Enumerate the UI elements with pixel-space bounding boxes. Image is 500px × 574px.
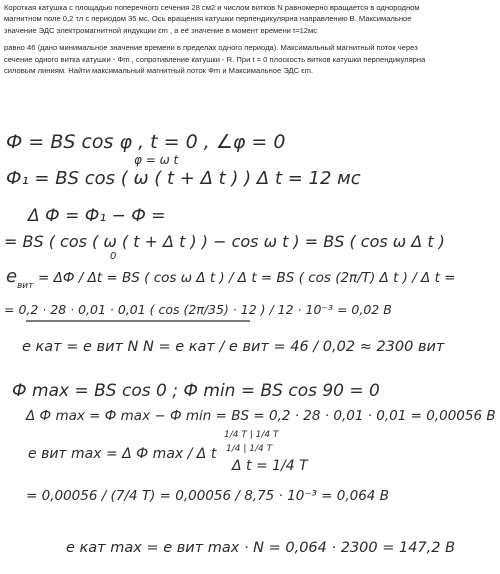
solution-line-emf-value: = 0,2 · 28 · 0,01 · 0,01 ( cos (2π/35) · 12 ) / 12 · 10⁻³ = 0,02 B <box>4 302 392 317</box>
solution-line-emf-formula: = ΔФ / Δt = BS ( cos ω Δ t ) / Δ t = BS ( cos (2π/T) Δ t ) / Δ t = <box>38 270 456 286</box>
solution-line-period-note-2: 1/4 | 1/4 T <box>226 444 273 454</box>
solution-line-delta-flux: Δ Ф = Ф₁ − Ф = <box>28 206 166 226</box>
solution-line-emf-symbol: e <box>6 266 18 287</box>
solution-line-expansion: = BS ( cos ( ω ( t + Δ t ) ) − cos ω t ) = BS ( cos ω Δ t ) <box>4 232 445 251</box>
solution-line-turns: e кат = e вит N N = e кат / e вит = 46 / 0,02 ≈ 2300 вит <box>22 339 445 355</box>
solution-line-zero-note: 0 <box>110 251 117 262</box>
handwritten-solution <box>0 118 500 574</box>
solution-line-flux: Ф = BS cos φ , t = 0 , ∠φ = 0 <box>6 131 286 153</box>
problem-paragraph-1: Короткая катушка с площадью поперечного сечения 28 см2 и числом витков N равномерно вращается в однородном магнитном поле 0,2 тл с периодом 35 мс. Ось вращения катушки перпендикулярна направлению В. Максимальное значение ЭДС электромагнитной индукции εm , а её значение в момент времени t=12мс <box>4 3 420 35</box>
solution-line-emf-subscript: вит <box>17 281 34 291</box>
solution-line-delta-t: Δ t = 1/4 T <box>232 458 308 474</box>
solution-line-coil-emf-max: e кат max = e вит max · N = 0,064 · 2300 = 147,2 B <box>66 540 456 556</box>
solution-line-period-note-1: 1/4 T | 1/4 T <box>224 430 279 440</box>
problem-paragraph-2: равно 46 (дано минимальное значение времени в пределах одного периода). Максимальный магнитный поток через сечение одного витка катушки - Фm , сопротивление катушки - R. При t = 0 плоскость витков катушки перпендикулярна силовым линиям. Найти максимальный магнитный поток Фm и Максимальное ЭДС εm. <box>4 43 426 76</box>
solution-line-emf-max-formula: e вит max = Δ Ф max / Δ t <box>28 446 217 462</box>
solution-line-flux-extremes: Ф max = BS cos 0 ; Ф min = BS cos 90 = 0 <box>12 381 380 401</box>
solution-line-phase: φ = ω t <box>134 153 179 167</box>
solution-line-emf-max-value: = 0,00056 / (7/4 T) = 0,00056 / 8,75 · 10⁻³ = 0,064 B <box>26 488 389 504</box>
problem-statement <box>4 2 444 82</box>
solution-line-max-flux-change: Δ Ф max = Ф max − Ф min = BS = 0,2 · 28 · 0,01 · 0,01 = 0,00056 B <box>26 408 496 424</box>
solution-line-flux1: Ф₁ = BS cos ( ω ( t + Δ t ) ) Δ t = 12 мс <box>6 168 361 189</box>
